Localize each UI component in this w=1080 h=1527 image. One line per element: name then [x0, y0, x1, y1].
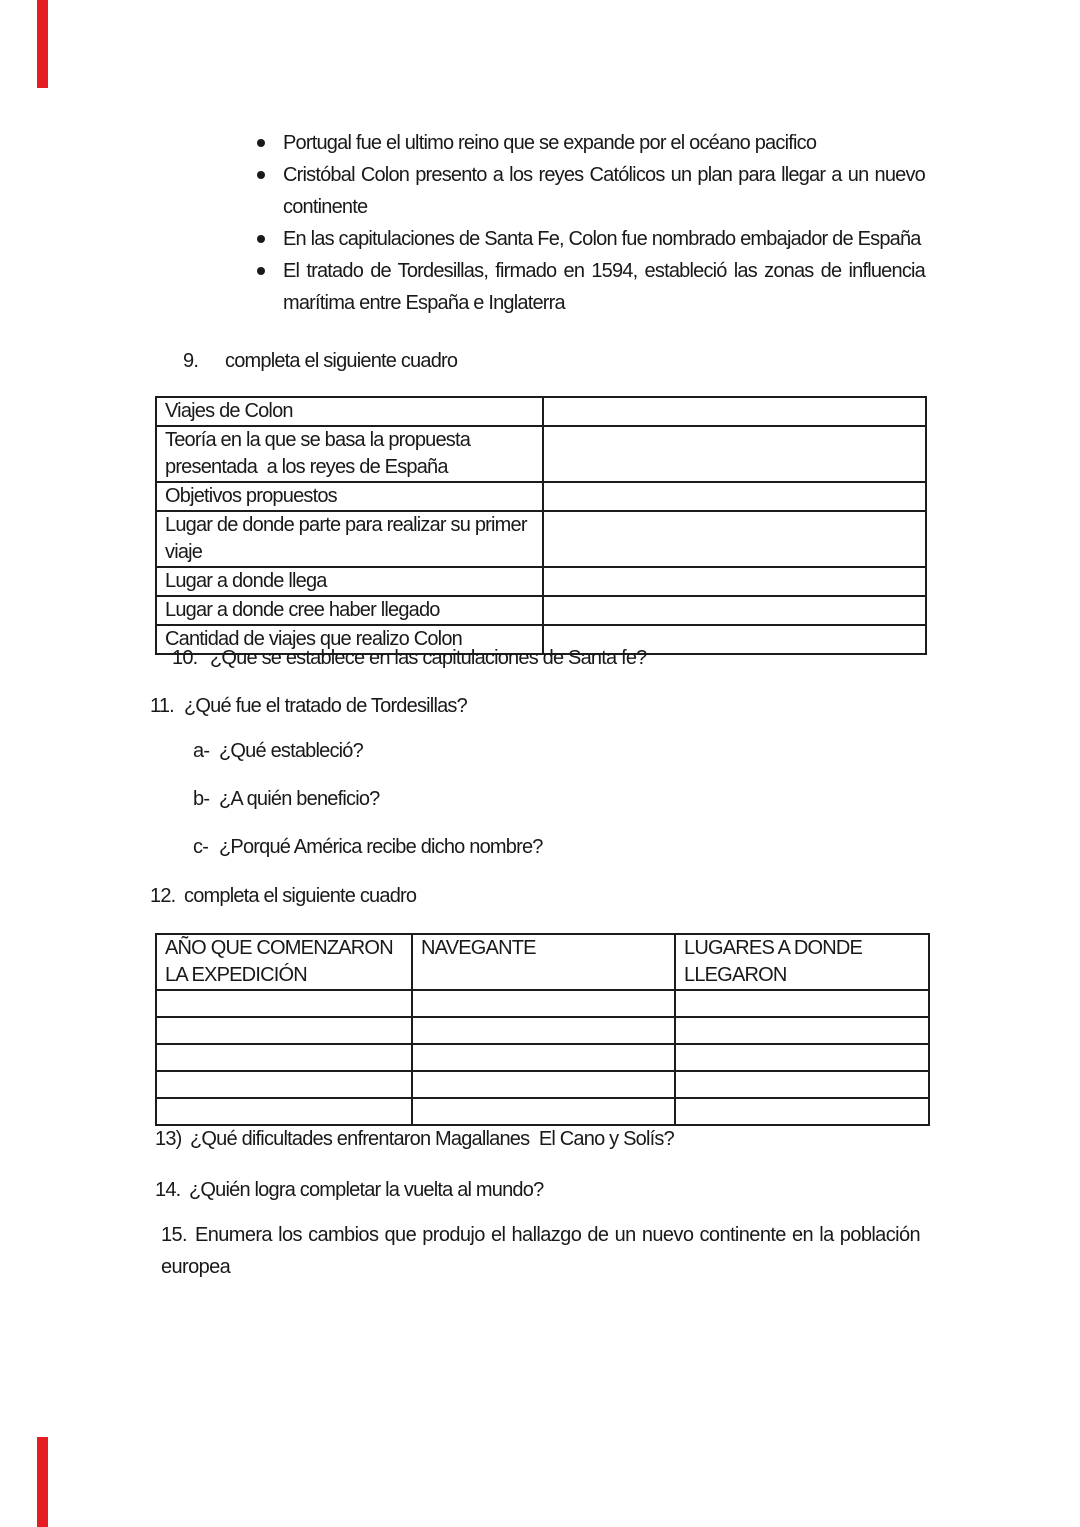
- empty-cell: [675, 1071, 929, 1098]
- question-11b: [193, 783, 379, 815]
- bullet-text: Cristóbal Colon presento a los reyes Católicos un plan para llegar a un nuevo continente: [283, 164, 930, 218]
- question-text: ¿Que se establece en las capitulaciones de Santa fe?: [210, 647, 647, 669]
- table-row: [156, 596, 926, 625]
- empty-cell: [675, 990, 929, 1017]
- bullet-text: En las capitulaciones de Santa Fe, Colon fue nombrado embajador de España: [283, 228, 921, 250]
- row-label-cell: Objetivos propuestos: [156, 482, 543, 511]
- expedition-table: [155, 933, 930, 1126]
- question-9: [183, 345, 457, 377]
- table-row: [156, 567, 926, 596]
- question-number: c-: [193, 836, 209, 858]
- answer-cell: [543, 397, 926, 426]
- colon-info-table: [155, 396, 927, 655]
- question-number: 15.: [161, 1224, 188, 1246]
- bullet-text: Portugal fue el ultimo reino que se expande por el océano pacifico: [283, 132, 817, 154]
- table-header-row: [156, 934, 929, 990]
- question-number: 13): [155, 1128, 182, 1150]
- empty-cell: [412, 990, 675, 1017]
- question-text: ¿Porqué América recibe dicho nombre?: [219, 836, 543, 858]
- empty-cell: [412, 1071, 675, 1098]
- question-15: [161, 1219, 925, 1283]
- question-text: Enumera los cambios que produjo el hallazgo de un nuevo continente en la población europea: [161, 1224, 925, 1278]
- answer-cell: [543, 426, 926, 482]
- bullet-icon: [257, 139, 265, 147]
- question-13: [155, 1123, 674, 1155]
- bullet-text: El tratado de Tordesillas, firmado en 1594, estableció las zonas de influencia marítima entre España e Inglaterra: [283, 260, 930, 314]
- empty-cell: [156, 1071, 412, 1098]
- question-text: ¿Quién logra completar la vuelta al mundo?: [189, 1179, 544, 1201]
- question-11c: [193, 831, 543, 863]
- table-row: [156, 1044, 929, 1071]
- bullet-icon: [257, 267, 265, 275]
- empty-cell: [156, 990, 412, 1017]
- table-row: [156, 990, 929, 1017]
- bullet-icon: [257, 235, 265, 243]
- table-row: [156, 511, 926, 567]
- answer-cell: [543, 596, 926, 625]
- question-text: completa el siguiente cuadro: [225, 350, 458, 372]
- empty-cell: [412, 1017, 675, 1044]
- empty-cell: [412, 1098, 675, 1125]
- bullet-item: [257, 255, 930, 319]
- empty-cell: [675, 1098, 929, 1125]
- empty-cell: [156, 1098, 412, 1125]
- row-label-cell: Lugar a donde llega: [156, 567, 543, 596]
- question-number: 11.: [150, 695, 174, 717]
- table-row: [156, 426, 926, 482]
- bullet-list: [257, 127, 930, 319]
- empty-cell: [412, 1044, 675, 1071]
- question-number: b-: [193, 788, 210, 810]
- question-12: [150, 880, 416, 912]
- row-label-cell: Viajes de Colon: [156, 397, 543, 426]
- question-text: ¿Qué estableció?: [219, 740, 363, 762]
- row-label-cell: Lugar de donde parte para realizar su primer viaje: [156, 511, 543, 567]
- bullet-icon: [257, 171, 265, 179]
- header-cell-places: LUGARES A DONDE LLEGARON: [675, 934, 929, 990]
- table-row: [156, 1071, 929, 1098]
- row-label-cell: Teoría en la que se basa la propuesta presentada a los reyes de España: [156, 426, 543, 482]
- question-text: ¿Qué dificultades enfrentaron Magallanes El Cano y Solís?: [190, 1128, 674, 1150]
- answer-cell: [543, 482, 926, 511]
- question-text: ¿Qué fue el tratado de Tordesillas?: [184, 695, 467, 717]
- bullet-item: [257, 127, 927, 159]
- question-number: 12.: [150, 885, 176, 907]
- red-margin-mark-bottom: [37, 1437, 48, 1527]
- bullet-item: [257, 223, 927, 255]
- table-row: [156, 482, 926, 511]
- question-text: completa el siguiente cuadro: [184, 885, 417, 907]
- bullet-item: [257, 159, 930, 223]
- question-number: 14.: [155, 1179, 181, 1201]
- empty-cell: [156, 1017, 412, 1044]
- answer-cell: [543, 567, 926, 596]
- header-cell-navigator: NAVEGANTE: [412, 934, 675, 990]
- answer-cell: [543, 511, 926, 567]
- empty-cell: [675, 1044, 929, 1071]
- question-11a: [193, 735, 363, 767]
- question-text: ¿A quién beneficio?: [219, 788, 380, 810]
- question-number: 9.: [183, 350, 199, 372]
- question-11: [150, 690, 467, 722]
- table-row: [156, 1098, 929, 1125]
- table-row: [156, 397, 926, 426]
- question-14: [155, 1174, 543, 1206]
- header-cell-year: AÑO QUE COMENZARON LA EXPEDICIÓN: [156, 934, 412, 990]
- row-label-cell: Lugar a donde cree haber llegado: [156, 596, 543, 625]
- empty-cell: [156, 1044, 412, 1071]
- table-row: [156, 1017, 929, 1044]
- red-margin-mark-top: [37, 0, 48, 88]
- question-number: 10.: [172, 647, 198, 669]
- row-label-cell: Cantidad de viajes que realizo Colon: [156, 625, 543, 654]
- empty-cell: [675, 1017, 929, 1044]
- question-10: [172, 642, 647, 674]
- question-number: a-: [193, 740, 210, 762]
